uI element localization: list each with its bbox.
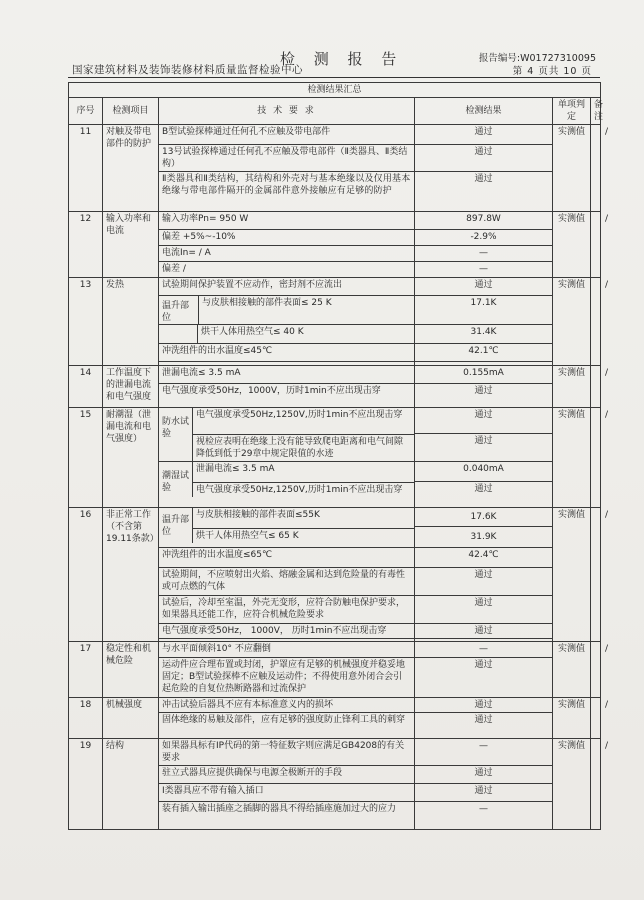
row-item: 输入功率和电流 — [103, 212, 159, 278]
row-number: 15 — [69, 408, 103, 508]
requirement: 驻立式器具应提供确保与电源全极断开的手段 — [159, 766, 415, 784]
result: 31.9K — [470, 532, 497, 542]
table-row — [69, 739, 601, 766]
judgement: 实测值 — [553, 366, 591, 408]
remark: / — [591, 642, 601, 698]
header-divider — [68, 77, 600, 78]
row-item: 稳定性和机械危险 — [103, 642, 159, 698]
result: 通过 — [415, 125, 553, 145]
table-row — [69, 698, 601, 713]
remark: / — [591, 212, 601, 278]
row-item: 耐潮湿（泄漏电流和电气强度） — [103, 408, 159, 508]
issuing-organization: 国家建筑材料及装饰装修材料质量监督检验中心 — [72, 64, 303, 76]
requirement: 电气强度承受50Hz,1250V,历时1min不应出现击穿 — [196, 485, 403, 495]
row-item: 非正常工作（不含第19.11条款） — [103, 508, 159, 642]
table-row — [69, 125, 601, 145]
requirement-group — [159, 408, 415, 462]
requirement-group — [159, 296, 415, 325]
requirement: 泄漏电流≤ 3.5 mA — [193, 462, 414, 483]
requirement: B型试验探棒通过任何孔不应触及带电部件 — [159, 125, 415, 145]
judgement: 实测值 — [553, 508, 591, 642]
row-number: 19 — [69, 739, 103, 830]
result: 42.1℃ — [415, 344, 553, 362]
result: 通过 — [415, 434, 553, 462]
table-header-row — [69, 98, 601, 125]
result: 31.4K — [415, 325, 553, 344]
requirement: 固体绝缘的易触及部件，应有足够的强度防止锋利工具的刺穿 — [159, 713, 415, 739]
remark: / — [591, 408, 601, 508]
row-number: 16 — [69, 508, 103, 642]
row-number: 18 — [69, 698, 103, 739]
requirement: 与皮肤相接触的部件表面≤55K — [193, 508, 414, 529]
result: 通过 — [415, 624, 553, 639]
result: 17.6K — [415, 508, 552, 527]
requirement: 冲洗组件的出水温度≤45℃ — [159, 344, 415, 362]
report-title: 检 测 报 告 — [280, 50, 404, 68]
judgement: 实测值 — [553, 739, 591, 830]
result: 0.040mA — [415, 462, 553, 482]
result: 通过 — [415, 698, 553, 713]
result: 通过 — [415, 658, 553, 698]
result: 通过 — [415, 596, 553, 624]
result: 42.4℃ — [415, 548, 553, 568]
requirement: 冲击试验后器具不应有本标准意义内的损坏 — [159, 698, 415, 713]
row-number: 12 — [69, 212, 103, 278]
result: 通过 — [415, 278, 553, 296]
requirement: 电流In= / A — [159, 246, 415, 262]
remark: / — [591, 739, 601, 830]
table-row — [69, 366, 601, 384]
requirement: 电气强度承受50Hz，1000V，历时1min不应出现击穿 — [159, 384, 415, 408]
remark: / — [591, 508, 601, 642]
result: — — [415, 802, 553, 830]
remark: / — [591, 125, 601, 212]
judgement: 实测值 — [553, 125, 591, 212]
result: 通过 — [415, 482, 553, 508]
requirement: I类器具应不带有输入插口 — [159, 784, 415, 802]
judgement: 实测值 — [553, 642, 591, 698]
requirement: 输入功率Pn= 950 W — [159, 212, 415, 230]
sub-item-label: 防水试验 — [159, 408, 193, 461]
result: 0.155mA — [415, 366, 553, 384]
requirement-group — [159, 462, 415, 508]
table-caption: 检测结果汇总 — [69, 83, 601, 98]
requirement: 烘干人体用热空气≤ 40 K — [159, 325, 415, 344]
col-header-no: 序号 — [69, 98, 103, 125]
result: — — [415, 642, 553, 658]
result: 897.8W — [415, 212, 553, 230]
requirement: 电气强度承受50Hz， 1000V， 历时1min不应出现击穿 — [159, 624, 415, 639]
col-header-item: 检测项目 — [103, 98, 159, 125]
requirement: 与水平面倾斜10° 不应翻倒 — [159, 642, 415, 658]
table-caption-row — [69, 83, 601, 98]
row-number: 14 — [69, 366, 103, 408]
requirement: 运动件应合理布置或封闭，护罩应有足够的机械强度并稳妥地固定；B型试验探棒不应触及运动件；不得使用意外闭合会引起危险的自复位热断路器和过流保护 — [159, 658, 415, 698]
result: 通过 — [415, 145, 553, 172]
result: 通过 — [415, 384, 553, 408]
requirement: 偏差 / — [159, 262, 415, 278]
result: 通过 — [415, 172, 553, 212]
sub-item-label: 温升部位 — [159, 296, 199, 324]
sub-item-label: 潮湿试验 — [159, 462, 193, 497]
requirement: 冲洗组件的出水温度≤65℃ — [159, 548, 415, 568]
requirement-group — [159, 508, 415, 548]
result-group — [415, 508, 553, 548]
judgement: 实测值 — [553, 278, 591, 366]
row-item: 工作温度下的泄漏电流和电气强度 — [103, 366, 159, 408]
table-row — [69, 212, 601, 230]
col-header-requirement: 技 术 要 求 — [159, 98, 415, 125]
requirement: 电气强度承受50Hz,1250V,历时1min不应出现击穿 — [193, 408, 414, 435]
remark: / — [591, 366, 601, 408]
results-table — [68, 82, 609, 830]
result: — — [415, 246, 553, 262]
report-number: 报告编号:W01727310095 — [478, 53, 596, 64]
sub-item-label: 温升部位 — [159, 508, 193, 543]
row-number: 13 — [69, 278, 103, 366]
row-item: 机械强度 — [103, 698, 159, 739]
result: 通过 — [415, 766, 553, 784]
result: — — [415, 262, 553, 278]
result: — — [415, 739, 553, 766]
requirement: 与皮肤相接触的部件表面≤ 25 K — [202, 298, 332, 308]
requirement: 13号试验探棒通过任何孔不应触及带电部件（Ⅱ类器具、Ⅱ类结构） — [159, 145, 415, 172]
page-indicator: 第 4 页共 10 页 — [512, 66, 592, 77]
result: 通过 — [415, 408, 553, 434]
requirement: 试验期间，不应喷射出火焰、熔融金属和达到危险量的有毒性或可点燃的气体 — [159, 568, 415, 596]
row-item: 对触及带电部件的防护 — [103, 125, 159, 212]
table-row — [69, 408, 601, 434]
requirement: 装有插入输出插座之插脚的器具不得给插座施加过大的应力 — [159, 802, 415, 830]
requirement: 烘干人体用热空气≤ 65 K — [196, 531, 299, 541]
row-number: 11 — [69, 125, 103, 212]
requirement: 试验期间保护装置不应动作，密封剂不应流出 — [159, 278, 415, 296]
requirement: 泄漏电流≤ 3.5 mA — [159, 366, 415, 384]
judgement: 实测值 — [553, 212, 591, 278]
col-header-remark: 备注 — [591, 98, 601, 125]
row-item: 结构 — [103, 739, 159, 830]
result: 通过 — [415, 568, 553, 596]
row-item: 发热 — [103, 278, 159, 366]
requirement: 试验后，冷却至室温，外壳无变形，应符合防触电保护要求，如果器具还能工作，应符合机械危险要求 — [159, 596, 415, 624]
requirement: Ⅱ类器具和Ⅱ类结构，其结构和外壳对与基本绝缘以及仅用基本绝缘与带电部件隔开的金属部件意外接触应有足够的防护 — [159, 172, 415, 212]
table-row — [69, 278, 601, 296]
requirement: 视检应表明在绝缘上没有能导致爬电距离和电气间隙降低到低于29章中规定限值的水迹 — [196, 437, 404, 459]
remark: / — [591, 698, 601, 739]
remark: / — [591, 278, 601, 366]
result: 通过 — [415, 713, 553, 739]
result: 通过 — [415, 784, 553, 802]
col-header-judgement: 单项判定 — [553, 98, 591, 125]
table-row — [69, 642, 601, 658]
requirement: 如果器具标有IP代码的第一特征数字则应满足GB4208的有关要求 — [159, 739, 415, 766]
row-number: 17 — [69, 642, 103, 698]
judgement: 实测值 — [553, 408, 591, 508]
result: 17.1K — [415, 296, 553, 325]
judgement: 实测值 — [553, 698, 591, 739]
result: -2.9% — [415, 230, 553, 246]
table-row — [69, 508, 601, 548]
requirement: 偏差 +5%~-10% — [159, 230, 415, 246]
col-header-result: 检测结果 — [415, 98, 553, 125]
